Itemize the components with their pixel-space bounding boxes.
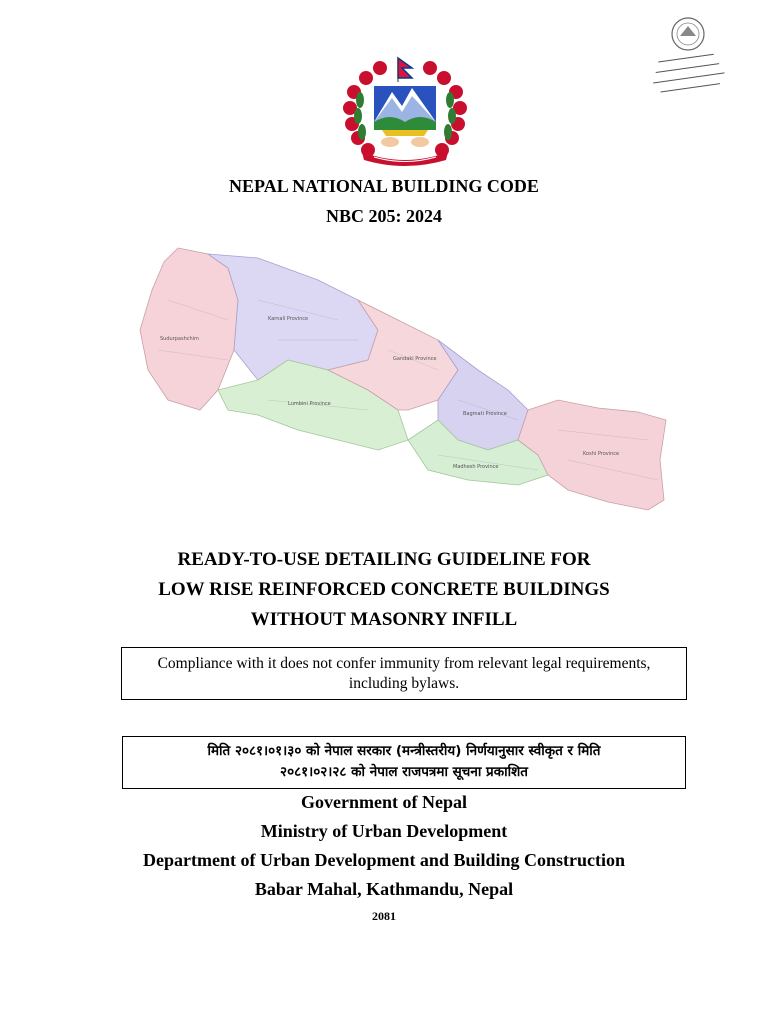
approval-line-2: २०८१।०२।२८ को नेपाल राजपत्रमा सूचना प्रकाशित <box>280 764 528 780</box>
svg-text:Koshi Province: Koshi Province <box>583 451 620 457</box>
svg-text:Madhesh Province: Madhesh Province <box>453 464 499 470</box>
ministry-name: Ministry of Urban Development <box>260 821 508 841</box>
guideline-title-line-1: READY-TO-USE DETAILING GUIDELINE FOR <box>177 549 591 570</box>
svg-text:Lumbini Province: Lumbini Province <box>288 401 331 407</box>
approval-notice-box <box>122 736 686 789</box>
svg-text:Bagmati Province: Bagmati Province <box>463 411 507 417</box>
compliance-line-1: Compliance with it does not confer immunity from relevant legal requirements, <box>157 655 651 672</box>
compliance-notice-box <box>121 647 687 700</box>
guideline-title-line-3: WITHOUT MASONRY INFILL <box>250 609 518 630</box>
nepal-province-map-icon <box>138 240 670 532</box>
nepal-coat-of-arms-icon <box>340 56 470 168</box>
svg-text:Sudurpashchim: Sudurpashchim <box>160 336 199 342</box>
approval-line-1: मिति २०८१।०१।३० को नेपाल सरकार (मन्त्रीस्तरीय) निर्णयानुसार स्वीकृत र मिति <box>207 743 601 759</box>
department-name: Department of Urban Development and Building Construction <box>142 850 626 870</box>
svg-text:Gandaki Province: Gandaki Province <box>393 356 437 362</box>
publisher-address: Babar Mahal, Kathmandu, Nepal <box>254 879 514 899</box>
guideline-title-line-2: LOW RISE REINFORCED CONCRETE BUILDINGS <box>158 579 610 600</box>
code-title: NEPAL NATIONAL BUILDING CODE <box>229 176 539 196</box>
svg-text:Karnali Province: Karnali Province <box>268 316 309 322</box>
compliance-line-2: including bylaws. <box>348 675 460 692</box>
ministry-seal-stamp-icon <box>640 12 736 112</box>
government-name: Government of Nepal <box>301 792 467 812</box>
code-number: NBC 205: 2024 <box>326 206 442 226</box>
publication-year: 2081 <box>372 909 396 923</box>
